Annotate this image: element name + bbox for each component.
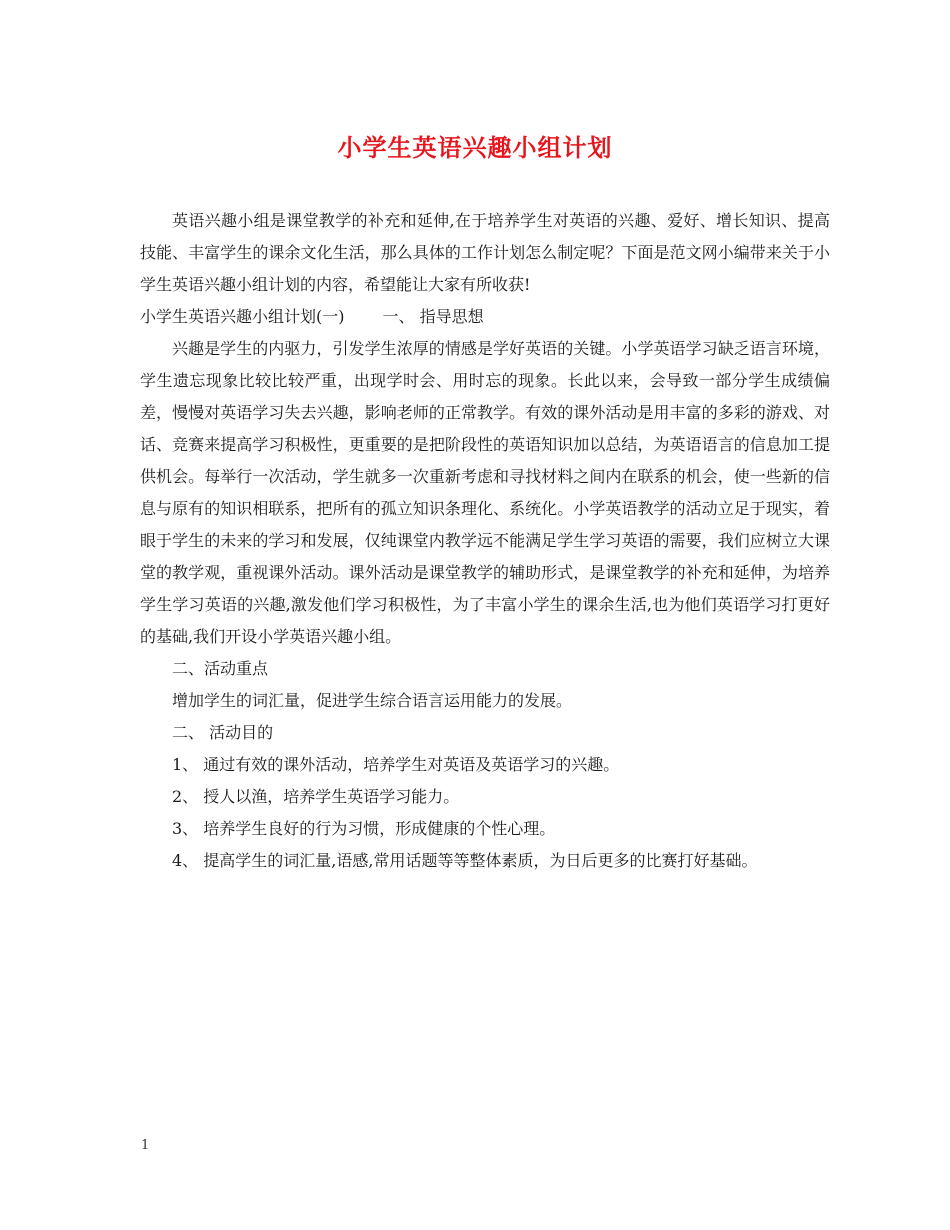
goal-item: 3、 培养学生良好的行为习惯，形成健康的个性心理。 <box>172 819 556 838</box>
intro-paragraph: 英语兴趣小组是课堂教学的补充和延伸,在于培养学生对英语的兴趣、爱好、增长知识、提高技能、丰富学生的课余文化生活，那么具体的工作计划怎么制定呢？下面是范文网小编带来关于小学生英语兴趣小组计划的内容，希望能让大家有所收获! <box>140 211 830 294</box>
section-2-paragraph: 增加学生的词汇量，促进学生综合语言运用能力的发展。 <box>172 691 573 710</box>
section-2-heading: 二、活动重点 <box>172 659 269 678</box>
section-1-heading: 一、 指导思想 <box>382 307 484 326</box>
plan-heading-line <box>140 301 830 333</box>
page-number: 1 <box>141 1138 150 1153</box>
document-body <box>140 205 830 877</box>
goal-item: 2、 授人以渔，培养学生英语学习能力。 <box>172 787 460 806</box>
goal-item: 4、 提高学生的词汇量,语感,常用话题等等整体素质，为日后更多的比赛打好基础。 <box>172 851 758 870</box>
goal-item: 1、 通过有效的课外活动，培养学生对英语及英语学习的兴趣。 <box>172 755 620 774</box>
section-1-paragraph: 兴趣是学生的内驱力，引发学生浓厚的情感是学好英语的关键。小学英语学习缺乏语言环境，学生遗忘现象比较比较严重，出现学时会、用时忘的现象。长此以来，会导致一部分学生成绩偏差，慢慢对英语学习失去兴趣，影响老师的正常教学。有效的课外活动是用丰富的多彩的游戏、对话、竞赛来提高学习积极性，更重要的是把阶段性的英语知识加以总结，为英语语言的信息加工提供机会。每举行一次活动，学生就多一次重新考虑和寻找材料之间内在联系的机会，使一些新的信息与原有的知识相联系，把所有的孤立知识条理化、系统化。小学英语教学的活动立足于现实，着眼于学生的未来的学习和发展，仅纯课堂内教学远不能满足学生学习英语的需要，我们应树立大课堂的教学观，重视课外活动。课外活动是课堂教学的辅助形式，是课堂教学的补充和延伸，为培养学生学习英语的兴趣,激发他们学习积极性，为了丰富小学生的课余生活,也为他们英语学习打更好的基础,我们开设小学英语兴趣小组。 <box>140 339 830 646</box>
document-title: 小学生英语兴趣小组计划 <box>337 134 613 162</box>
section-3-heading: 二、 活动目的 <box>172 723 274 742</box>
plan-heading: 小学生英语兴趣小组计划(一) <box>140 307 345 326</box>
